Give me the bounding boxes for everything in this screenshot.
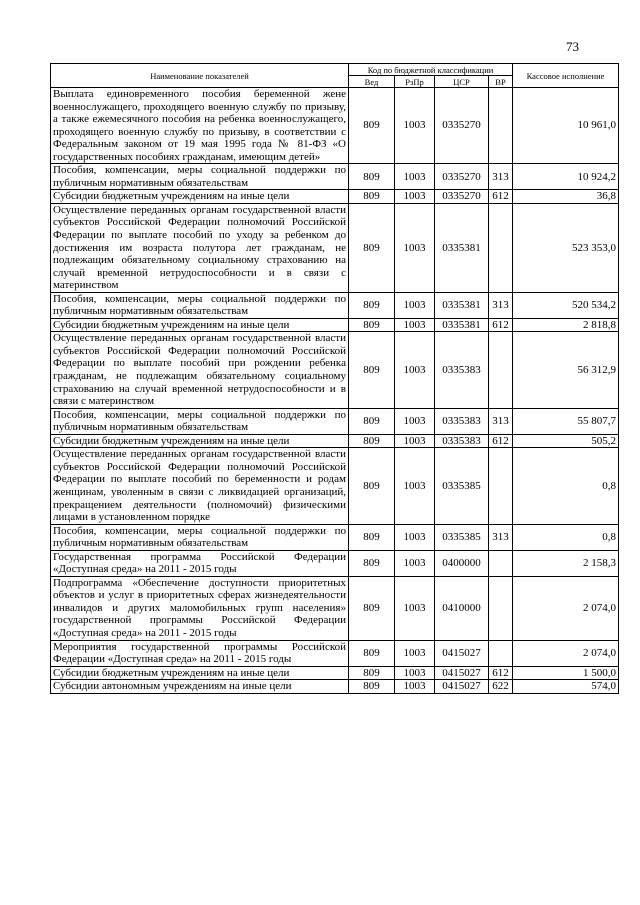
row-csr: 0335383 <box>435 434 489 448</box>
row-ved: 809 <box>349 666 395 680</box>
row-ved: 809 <box>349 640 395 666</box>
row-name: Государственная программа Российской Федерации «Доступная среда» на 2011 - 2015 годы <box>51 550 349 576</box>
row-amount: 520 534,2 <box>513 292 619 318</box>
row-vr: 313 <box>489 164 513 190</box>
row-name: Подпрограмма «Обеспечение доступности приоритетных объектов и услуг в приоритетных сферах жизнедеятельности инвалидов и других маломобильных групп населения» государственной программы Российской Федерации «Доступная среда» на 2011 - 2015 годы <box>51 576 349 640</box>
table-row <box>51 203 619 292</box>
row-vr: 612 <box>489 434 513 448</box>
header-code-group: Код по бюджетной классификации <box>349 64 513 76</box>
row-name: Субсидии бюджетным учреждениям на иные цели <box>51 434 349 448</box>
row-csr: 0415027 <box>435 680 489 694</box>
row-name: Выплата единовременного пособия беременной жене военнослужащего, проходящего военную службу по призыву, а также ежемесячного пособия на ребенка военнослужащего, проходящего военную службу по призыву, в соответствии с Федеральным законом от 19 мая 1995 года № 81-ФЗ «О государственных пособиях гражданам, имеющим детей» <box>51 88 349 164</box>
row-ved: 809 <box>349 292 395 318</box>
row-name: Осуществление переданных органам государственной власти субъектов Российской Федерации полномочий Российской Федерации по выплате пособий при рождении ребенка гражданам, не подлежащим обязательному социальному страхованию на случай временной нетрудоспособности и в связи с материнством <box>51 332 349 408</box>
table-row <box>51 524 619 550</box>
row-rzpr: 1003 <box>395 524 435 550</box>
row-rzpr: 1003 <box>395 203 435 292</box>
row-vr <box>489 448 513 524</box>
row-rzpr: 1003 <box>395 190 435 204</box>
row-amount: 55 807,7 <box>513 408 619 434</box>
row-csr: 0410000 <box>435 576 489 640</box>
row-vr: 622 <box>489 680 513 694</box>
table-row <box>51 680 619 694</box>
row-csr: 0415027 <box>435 666 489 680</box>
table-row <box>51 448 619 524</box>
row-vr <box>489 332 513 408</box>
row-vr <box>489 576 513 640</box>
row-rzpr: 1003 <box>395 448 435 524</box>
row-ved: 809 <box>349 434 395 448</box>
row-rzpr: 1003 <box>395 550 435 576</box>
table-row <box>51 550 619 576</box>
table-row <box>51 434 619 448</box>
row-ved: 809 <box>349 408 395 434</box>
header-vr: ВР <box>489 76 513 88</box>
row-vr: 313 <box>489 292 513 318</box>
row-amount: 36,8 <box>513 190 619 204</box>
row-vr: 612 <box>489 666 513 680</box>
row-name: Осуществление переданных органам государственной власти субъектов Российской Федерации полномочий Российской Федерации по выплате пособий по беременности и родам женщинам, уволенным в связи с ликвидацией организаций, прекращением деятельности (полномочий) физическими лицами в установленном порядке <box>51 448 349 524</box>
table-row <box>51 640 619 666</box>
row-vr: 612 <box>489 318 513 332</box>
table-row <box>51 576 619 640</box>
row-rzpr: 1003 <box>395 640 435 666</box>
row-ved: 809 <box>349 576 395 640</box>
row-rzpr: 1003 <box>395 680 435 694</box>
budget-execution-table <box>50 63 619 694</box>
row-amount: 56 312,9 <box>513 332 619 408</box>
row-ved: 809 <box>349 88 395 164</box>
row-name: Мероприятия государственной программы Российской Федерации «Доступная среда» на 2011 - 2015 годы <box>51 640 349 666</box>
row-csr: 0335381 <box>435 318 489 332</box>
row-ved: 809 <box>349 164 395 190</box>
row-name: Пособия, компенсации, меры социальной поддержки по публичным нормативным обязательствам <box>51 408 349 434</box>
row-name: Субсидии бюджетным учреждениям на иные цели <box>51 318 349 332</box>
row-rzpr: 1003 <box>395 88 435 164</box>
row-amount: 523 353,0 <box>513 203 619 292</box>
row-name: Пособия, компенсации, меры социальной поддержки по публичным нормативным обязательствам <box>51 524 349 550</box>
table-row <box>51 408 619 434</box>
row-ved: 809 <box>349 680 395 694</box>
header-ved: Вед <box>349 76 395 88</box>
row-rzpr: 1003 <box>395 408 435 434</box>
table-row <box>51 190 619 204</box>
row-amount: 505,2 <box>513 434 619 448</box>
row-ved: 809 <box>349 203 395 292</box>
table-row <box>51 292 619 318</box>
table-row <box>51 318 619 332</box>
row-csr: 0335381 <box>435 203 489 292</box>
table-row <box>51 88 619 164</box>
row-ved: 809 <box>349 190 395 204</box>
row-rzpr: 1003 <box>395 164 435 190</box>
row-csr: 0335270 <box>435 88 489 164</box>
row-csr: 0400000 <box>435 550 489 576</box>
row-csr: 0335270 <box>435 190 489 204</box>
row-amount: 2 074,0 <box>513 640 619 666</box>
row-amount: 0,8 <box>513 448 619 524</box>
page-number: 73 <box>566 39 579 54</box>
row-rzpr: 1003 <box>395 666 435 680</box>
row-ved: 809 <box>349 318 395 332</box>
row-name: Пособия, компенсации, меры социальной поддержки по публичным нормативным обязательствам <box>51 164 349 190</box>
row-vr: 313 <box>489 408 513 434</box>
row-vr <box>489 640 513 666</box>
row-ved: 809 <box>349 524 395 550</box>
row-csr: 0335383 <box>435 408 489 434</box>
row-name: Пособия, компенсации, меры социальной поддержки по публичным нормативным обязательствам <box>51 292 349 318</box>
row-rzpr: 1003 <box>395 434 435 448</box>
row-amount: 10 924,2 <box>513 164 619 190</box>
row-vr: 612 <box>489 190 513 204</box>
row-name: Осуществление переданных органам государственной власти субъектов Российской Федерации полномочий Российской Федерации по выплате пособий по уходу за ребенком до достижения им возраста полутора лет гражданам, не подлежащим обязательному социальному страхованию на случай временной нетрудоспособности и в связи с материнством <box>51 203 349 292</box>
row-vr <box>489 88 513 164</box>
row-csr: 0335383 <box>435 332 489 408</box>
row-csr: 0415027 <box>435 640 489 666</box>
row-amount: 2 158,3 <box>513 550 619 576</box>
row-vr <box>489 550 513 576</box>
table-row <box>51 164 619 190</box>
header-csr: ЦСР <box>435 76 489 88</box>
row-csr: 0335385 <box>435 448 489 524</box>
row-csr: 0335381 <box>435 292 489 318</box>
row-vr <box>489 203 513 292</box>
row-rzpr: 1003 <box>395 318 435 332</box>
row-ved: 809 <box>349 448 395 524</box>
row-name: Субсидии автономным учреждениям на иные цели <box>51 680 349 694</box>
row-ved: 809 <box>349 332 395 408</box>
row-amount: 1 500,0 <box>513 666 619 680</box>
header-rzpr: РзПр <box>395 76 435 88</box>
row-ved: 809 <box>349 550 395 576</box>
header-name: Наименование показателей <box>51 64 349 88</box>
row-csr: 0335270 <box>435 164 489 190</box>
table-row <box>51 666 619 680</box>
row-rzpr: 1003 <box>395 292 435 318</box>
row-amount: 2 074,0 <box>513 576 619 640</box>
row-amount: 2 818,8 <box>513 318 619 332</box>
row-name: Субсидии бюджетным учреждениям на иные цели <box>51 190 349 204</box>
row-amount: 10 961,0 <box>513 88 619 164</box>
row-rzpr: 1003 <box>395 332 435 408</box>
table-row <box>51 332 619 408</box>
row-rzpr: 1003 <box>395 576 435 640</box>
row-amount: 574,0 <box>513 680 619 694</box>
row-amount: 0,8 <box>513 524 619 550</box>
row-vr: 313 <box>489 524 513 550</box>
header-amount: Кассовое исполнение <box>513 64 619 88</box>
row-name: Субсидии бюджетным учреждениям на иные цели <box>51 666 349 680</box>
row-csr: 0335385 <box>435 524 489 550</box>
